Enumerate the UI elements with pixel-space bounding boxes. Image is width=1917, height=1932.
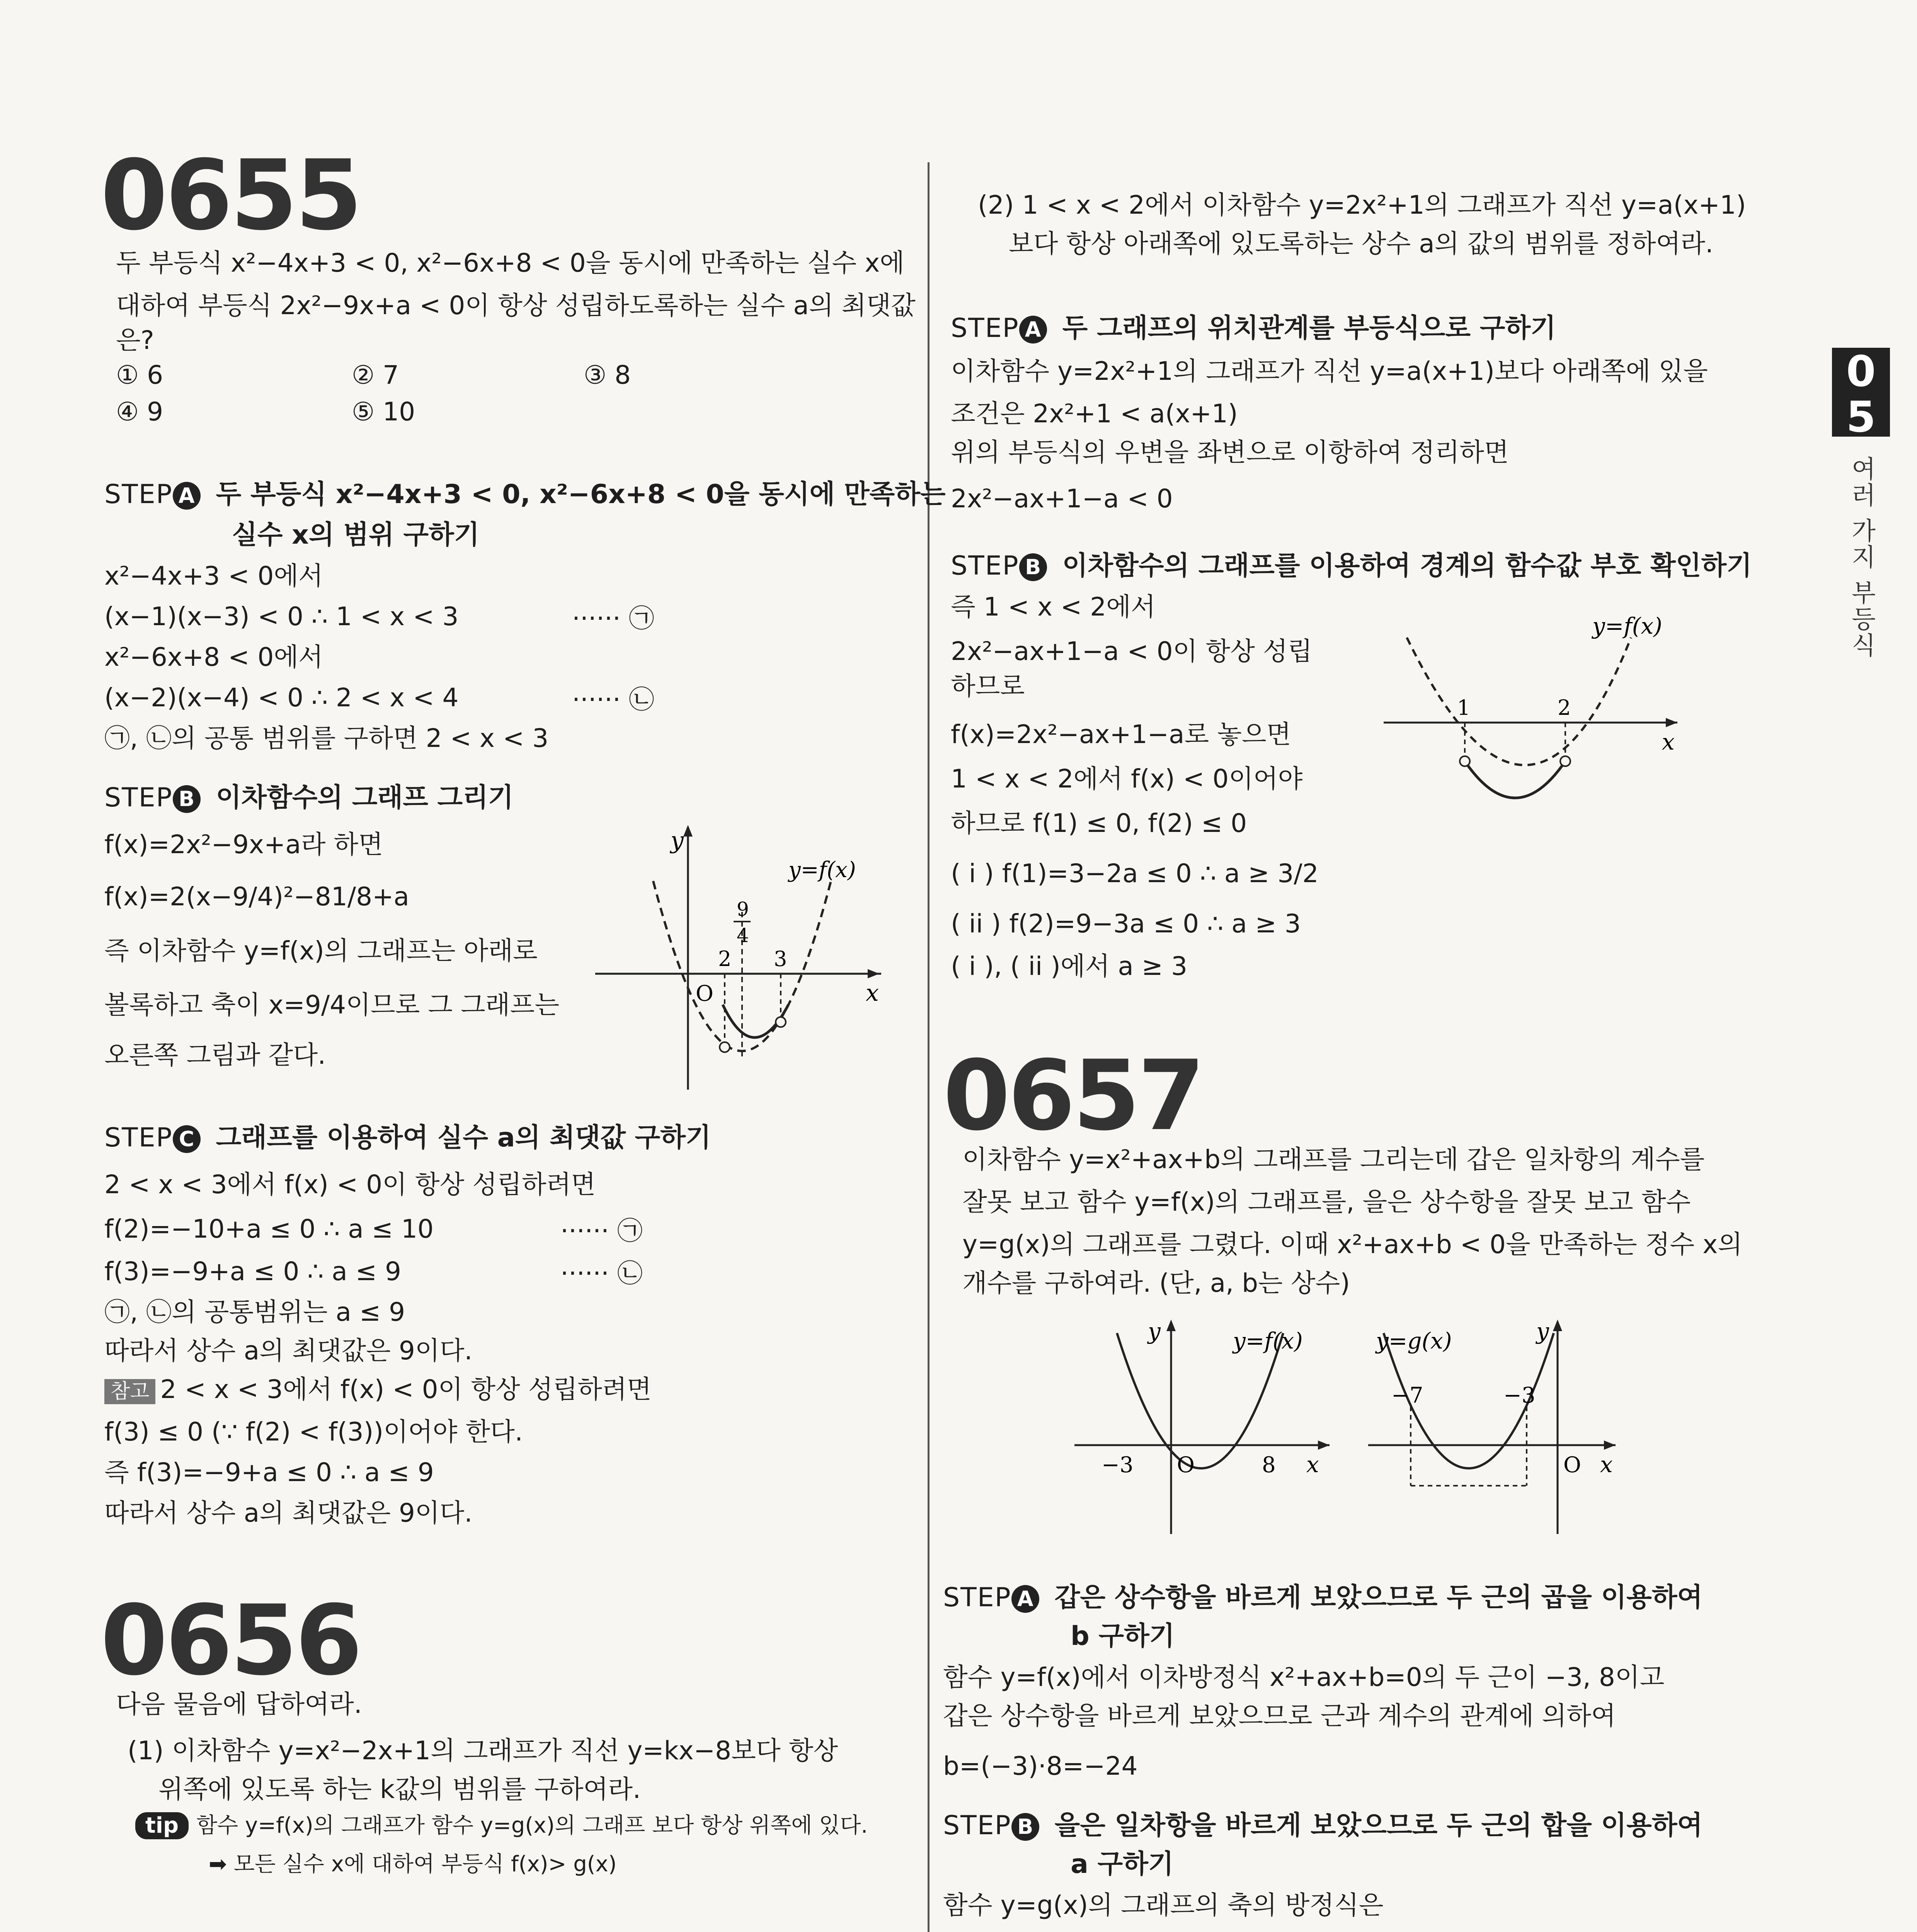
equation-ref: ······ ㉡ [560,1259,643,1288]
question-line: 이차함수 y=x²+ax+b의 그래프를 그리는데 갑은 일차항의 계수를 [962,1145,1705,1174]
x-axis-arrow [1318,1440,1330,1450]
x-label: x [866,980,879,1007]
solution-line: f(2)=−10+a ≤ 0 ∴ a ≤ 10 [104,1214,434,1244]
problem-number: 0656 [100,1584,360,1697]
step-c-heading: STEP C 그래프를 이용하여 실수 a의 최댓값 구하기 [104,1122,711,1153]
question-line: (1) 이차함수 y=x²−2x+1의 그래프가 직선 y=kx−8보다 항상 [128,1736,838,1765]
tick-neg7: −7 [1391,1383,1423,1408]
step-a-heading-cont: b 구하기 [1071,1621,1175,1651]
step-b-heading: STEP B 이차함수의 그래프 그리기 [104,782,514,813]
solution-line: 위의 부등식의 우변을 좌변으로 이항하여 정리하면 [951,437,1509,467]
x-axis-arrow [868,969,879,978]
open-point [1560,756,1570,766]
origin-label: O [1563,1452,1581,1478]
curve-label: y=f(x) [1592,613,1662,639]
tip-note: tip 함수 y=f(x)의 그래프가 함수 y=g(x)의 그래프 보다 항상 위쪽에 있다. [135,1812,868,1839]
question-line: 대하여 부등식 2x²−9x+a < 0이 항상 성립하도록하는 실수 a의 최댓값 [116,291,916,320]
solution-line: ㉠, ㉡의 공통 범위를 구하면 2 < x < 3 [104,723,549,753]
open-point [1460,756,1470,766]
y-label: y [671,827,684,854]
equation-ref: ······ ㉡ [572,685,654,714]
question-line: 위쪽에 있도록 하는 k값의 범위를 구하여라. [158,1774,641,1804]
x-label: x [1306,1451,1319,1478]
x-label: x [1662,729,1675,755]
solution-line: 함수 y=g(x)의 그래프의 축의 방정식은 [943,1890,1384,1920]
tick-neg3: −3 [1503,1383,1536,1408]
curve-label: y=f(x) [788,857,856,883]
step-a-heading: STEP A 갑은 상수항을 바르게 보았으므로 두 근의 곱을 이용하여 [943,1582,1703,1613]
equation-ref: ······ ㉠ [572,604,654,633]
step-b-heading-cont: a 구하기 [1071,1849,1174,1879]
solution-line: f(3)=−9+a ≤ 0 ∴ a ≤ 9 [104,1257,401,1286]
fraction-denominator: 4 [737,924,749,947]
tick-2: 2 [1558,696,1571,720]
y-axis-arrow [683,825,693,837]
chapter-tab: 05 [1832,348,1890,437]
tip-line: ➡ 모든 실수 x에 대하여 부등식 f(x)> g(x) [209,1852,617,1877]
tick-neg3: −3 [1102,1452,1134,1478]
solution-line: 따라서 상수 a의 최댓값은 9이다. [104,1336,473,1366]
solution-line: ( ii ) f(2)=9−3a ≤ 0 ∴ a ≥ 3 [951,909,1301,939]
reference-note: 참고 2 < x < 3에서 f(x) < 0이 항상 성립하려면 [104,1374,652,1406]
solution-line: 2x²−ax+1−a < 0이 항상 성립 [951,636,1313,666]
x-label: x [1600,1451,1613,1478]
open-point [720,1042,730,1052]
y-label: y [1148,1318,1161,1344]
tick-3: 3 [774,947,787,971]
solution-line: 갑은 상수항을 바르게 보았으므로 근과 계수의 관계에 의하여 [943,1701,1616,1731]
step-a-heading [97,1928,727,1932]
solution-line: f(x)=2(x−9/4)²−81/8+a [104,882,409,912]
question-line: y=g(x)의 그래프를 그렸다. 이때 x²+ax+b < 0을 만족하는 정수 x의 [962,1230,1743,1259]
f-label: y=f(x) [1233,1328,1303,1354]
solution-line: 하므로 [951,671,1025,701]
choice: ④ 9 [116,397,163,427]
tick-1: 1 [1457,696,1471,720]
solution-line: 볼록하고 축이 x=9/4이므로 그 그래프는 [104,990,560,1020]
solution-line: ( i ) f(1)=3−2a ≤ 0 ∴ a ≥ 3/2 [951,859,1319,888]
y-label: y [1536,1318,1549,1344]
question-line: 개수를 구하여라. (단, a, b는 상수) [962,1268,1350,1298]
column-divider [928,162,930,1932]
tick-2: 2 [718,947,732,971]
solution-line: x²−6x+8 < 0에서 [104,642,323,672]
solution-line: 조건은 2x²+1 < a(x+1) [951,399,1238,429]
step-b-heading: STEP B 이차함수의 그래프를 이용하여 경계의 함수값 부호 확인하기 [951,551,1752,581]
problem-number: 0657 [943,1039,1203,1152]
tip-badge: tip [135,1812,189,1839]
g-label: y=g(x) [1376,1328,1452,1354]
step-a-heading: STEP A 두 그래프의 위치관계를 부등식으로 구하기 [951,313,1556,344]
question-line: 보다 항상 아래쪽에 있도록하는 상수 a의 값의 범위를 정하여라. [1009,229,1714,259]
choice: ② 7 [352,360,399,390]
step-a-heading-cont: 실수 x의 범위 구하기 [232,520,480,550]
parabola-curve [1407,638,1631,765]
two-parabola-graph [1074,1310,1701,1549]
solution-line: 하므로 f(1) ≤ 0, f(2) ≤ 0 [951,808,1247,838]
origin-label: O [1177,1452,1195,1478]
tick-8: 8 [1262,1452,1276,1478]
step-b-heading: STEP B 을은 일차항을 바르게 보았으므로 두 근의 합을 이용하여 [943,1810,1703,1841]
solution-line: (x−2)(x−4) < 0 ∴ 2 < x < 4 [104,683,459,713]
solution-line: f(x)=2x²−9x+a라 하면 [104,830,383,859]
solution-line: ㉠, ㉡의 공통범위는 a ≤ 9 [104,1297,405,1327]
parabola-graph-0655 [595,819,889,1097]
solution-line: 즉 1 < x < 2에서 [951,592,1156,622]
choice: ③ 8 [584,360,631,390]
choice: ① 6 [116,360,163,390]
question-line: 두 부등식 x²−4x+3 < 0, x²−6x+8 < 0을 동시에 만족하는 실수 x에 [116,248,905,278]
solution-line: ( i ), ( ii )에서 a ≥ 3 [951,951,1188,981]
parabola-graph-0656 [1384,607,1716,831]
solution-line: 즉 이차함수 y=f(x)의 그래프는 아래로 [104,936,538,966]
solution-line: 이차함수 y=2x²+1의 그래프가 직선 y=a(x+1)보다 아래쪽에 있을 [951,356,1708,386]
question-intro: 다음 물음에 답하여라. [116,1689,362,1719]
parabola-solid-part [1465,761,1565,798]
fraction-numerator: 9 [737,898,749,920]
solution-line: b=(−3)·8=−24 [943,1751,1138,1781]
choice: ⑤ 10 [352,397,415,427]
solution-line: 오른쪽 그림과 같다. [104,1040,326,1070]
step-a-heading: STEP A 두 부등식 x²−4x+3 < 0, x²−6x+8 < 0을 동시에 만족하는 [104,479,946,510]
question-line: (2) 1 < x < 2에서 이차함수 y=2x²+1의 그래프가 직선 y=a(x+1) [978,190,1746,220]
solution-line: 1 < x < 2에서 f(x) < 0이어야 [951,764,1303,794]
solution-line: 따라서 상수 a의 최댓값은 9이다. [104,1498,473,1528]
x-axis-arrow [1604,1440,1616,1450]
chapter-title: 여러 가지 부등식 [1847,456,1876,659]
solution-line: (x−1)(x−3) < 0 ∴ 1 < x < 3 [104,602,459,631]
y-axis-arrow [1553,1320,1562,1331]
equation-ref: ······ ㉠ [560,1216,643,1246]
question-line: 잘못 보고 함수 y=f(x)의 그래프를, 을은 상수항을 잘못 보고 함수 [962,1187,1691,1217]
problem-number: 0655 [100,139,360,252]
x-axis-arrow [1666,718,1677,727]
open-point [776,1017,786,1027]
reference-badge: 참고 [104,1379,155,1404]
question-line: 은? [116,325,154,355]
solution-line: 2x²−ax+1−a < 0 [951,484,1173,514]
solution-line: 즉 f(3)=−9+a ≤ 0 ∴ a ≤ 9 [104,1458,434,1487]
origin-label: O [696,981,713,1006]
y-axis-arrow [1166,1320,1176,1331]
solution-line: x²−4x+3 < 0에서 [104,561,323,591]
solution-line: 함수 y=f(x)에서 이차방정식 x²+ax+b=0의 두 근이 −3, 8이고 [943,1662,1665,1692]
solution-line: f(3) ≤ 0 (∵ f(2) < f(3))이어야 한다. [104,1417,523,1447]
solution-line: 2 < x < 3에서 f(x) < 0이 항상 성립하려면 [104,1170,596,1199]
solution-line: f(x)=2x²−ax+1−a로 놓으면 [951,719,1291,749]
